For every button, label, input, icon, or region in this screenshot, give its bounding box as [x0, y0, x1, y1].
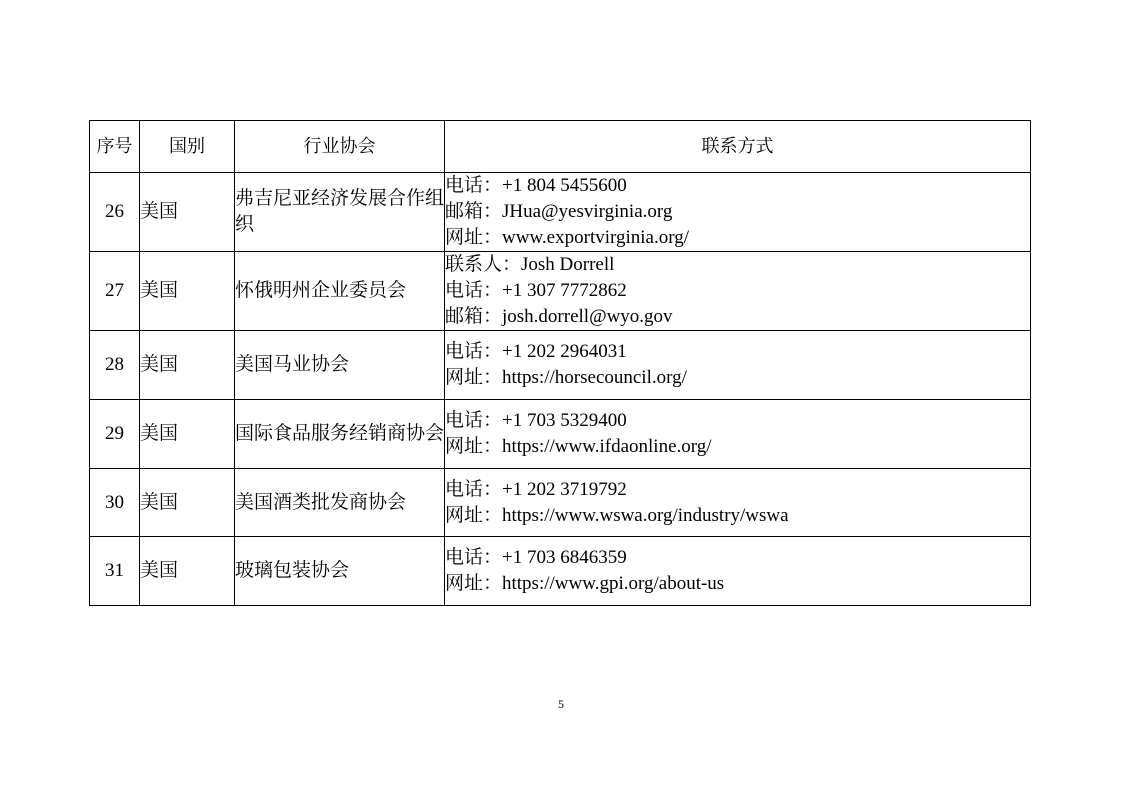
row-no: 26	[90, 173, 140, 252]
row-contact	[445, 252, 1031, 331]
contact-phone: 电话：+1 202 3719792	[445, 478, 627, 500]
contact-phone: 电话：+1 703 5329400	[445, 410, 627, 431]
contact-website: 网址：https://horsecouncil.org/	[445, 367, 687, 388]
contact-email: 邮箱：josh.dorrell@wyo.gov	[445, 306, 673, 327]
contact-person: 联系人：Josh Dorrell	[445, 254, 615, 275]
table-row	[90, 400, 1031, 469]
table-row	[90, 173, 1031, 252]
contact-website: 网址：https://www.wswa.org/industry/wswa	[445, 504, 789, 526]
row-country: 美国	[140, 331, 235, 400]
row-association: 美国酒类批发商协会	[235, 469, 445, 537]
row-contact	[445, 331, 1031, 400]
contact-phone: 电话：+1 307 7772862	[445, 280, 627, 301]
row-association: 美国马业协会	[235, 331, 445, 400]
association-table	[89, 120, 1031, 606]
contact-website: 网址：www.exportvirginia.org/	[445, 227, 689, 248]
contact-email: 邮箱：JHua@yesvirginia.org	[445, 201, 673, 222]
contact-phone: 电话：+1 703 6846359	[445, 547, 627, 568]
row-country: 美国	[140, 400, 235, 469]
table-row	[90, 252, 1031, 331]
row-association: 玻璃包装协会	[235, 537, 445, 606]
row-contact	[445, 537, 1031, 606]
page-number: 5	[558, 697, 564, 711]
row-country: 美国	[140, 469, 235, 537]
header-contact: 联系方式	[445, 121, 1031, 173]
row-association: 怀俄明州企业委员会	[235, 252, 445, 331]
contact-website: 网址：https://www.gpi.org/about-us	[445, 573, 725, 594]
row-no: 27	[90, 252, 140, 331]
header-country: 国别	[140, 121, 235, 173]
row-country: 美国	[140, 537, 235, 606]
table-header-row	[90, 121, 1031, 173]
table-row	[90, 537, 1031, 606]
header-association: 行业协会	[235, 121, 445, 173]
table-row	[90, 469, 1031, 537]
row-contact	[445, 173, 1031, 252]
row-contact	[445, 469, 1031, 537]
row-no: 30	[90, 469, 140, 537]
row-country: 美国	[140, 252, 235, 331]
row-no: 28	[90, 331, 140, 400]
row-association: 弗吉尼亚经济发展合作组织	[235, 173, 445, 252]
row-association: 国际食品服务经销商协会	[235, 400, 445, 469]
row-country: 美国	[140, 173, 235, 252]
contact-phone: 电话：+1 804 5455600	[445, 175, 627, 196]
row-no: 29	[90, 400, 140, 469]
row-no: 31	[90, 537, 140, 606]
row-contact	[445, 400, 1031, 469]
table-row	[90, 331, 1031, 400]
contact-website: 网址：https://www.ifdaonline.org/	[445, 436, 712, 457]
header-no: 序号	[90, 121, 140, 173]
contact-phone: 电话：+1 202 2964031	[445, 341, 627, 362]
